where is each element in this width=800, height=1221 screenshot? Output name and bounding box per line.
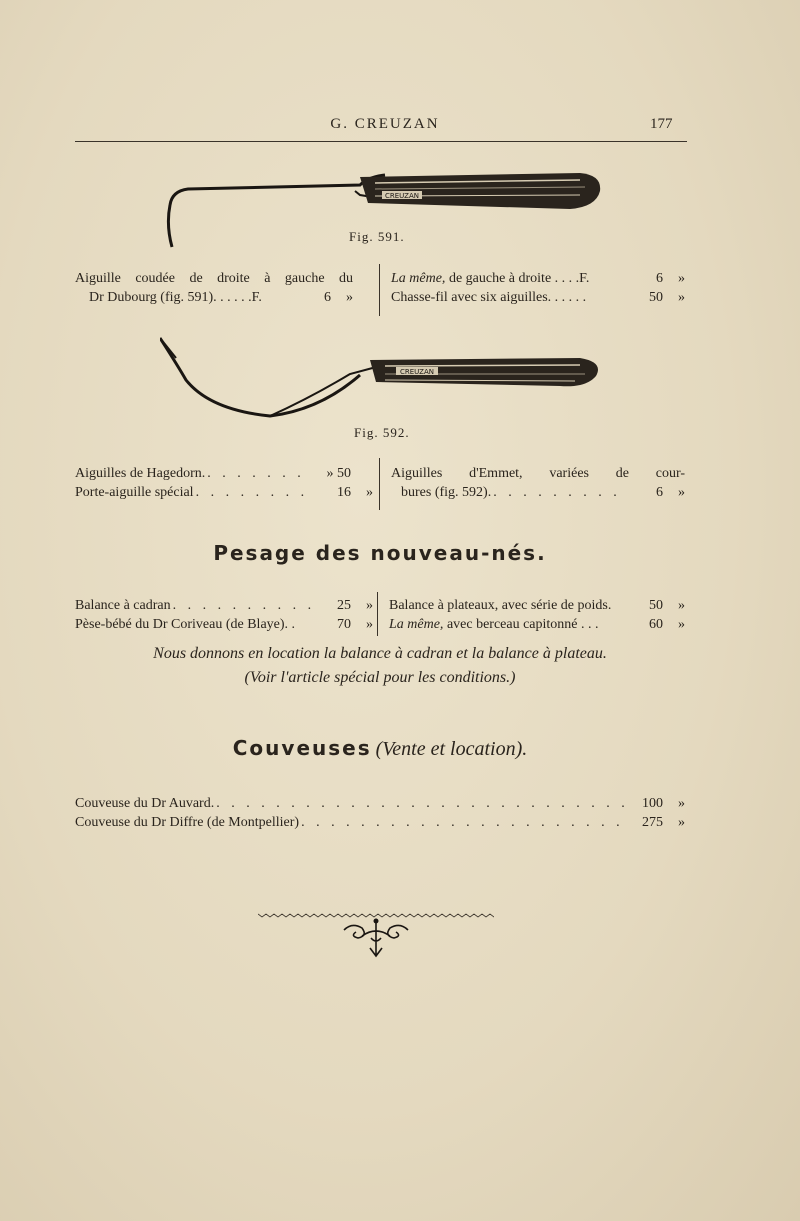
item-label: bures (fig. 592). xyxy=(401,485,492,500)
figure-caption: Fig. 592. xyxy=(354,425,410,440)
item-price: 70 xyxy=(337,617,351,632)
fig591-right-column xyxy=(391,269,685,307)
item-price: 100 xyxy=(642,796,663,811)
item-price: » 50 xyxy=(326,466,351,481)
pesage-right-column xyxy=(389,596,685,634)
item-label: Couveuse du Dr Diffre (de Montpellier) xyxy=(75,815,300,830)
item-price: 50 xyxy=(649,598,663,613)
instrument-stamp: CREUZAN xyxy=(385,192,419,200)
figure-caption: Fig. 591. xyxy=(349,229,405,244)
item-unit: » xyxy=(678,598,685,613)
item-label: Balance à plateaux, avec série de poids. xyxy=(389,598,612,613)
fig592-right-column xyxy=(391,464,685,502)
item-label: Pèse-bébé du Dr Coriveau (de Blaye). . xyxy=(75,617,296,632)
header-rule xyxy=(75,141,687,142)
item-label: Aiguille coudée de droite à gauche du xyxy=(75,271,353,286)
leader-dots xyxy=(214,794,625,813)
column-separator xyxy=(379,458,380,510)
item-price: 6 xyxy=(656,271,663,286)
item-unit: » xyxy=(678,815,685,830)
section-subtitle-couveuses: (Vente et location). xyxy=(375,738,528,760)
curved-needle-illustration xyxy=(160,330,610,425)
item-unit: » xyxy=(366,598,373,613)
item-unit: » xyxy=(678,796,685,811)
item-label: Aiguilles de Hagedorn. xyxy=(75,466,206,481)
item-price: 50 xyxy=(649,290,663,305)
item-unit: » xyxy=(678,485,685,500)
item-unit: » xyxy=(346,290,353,305)
leader-dots xyxy=(171,596,313,615)
section-title-pesage: Pesage des nouveau-nés. xyxy=(213,541,547,565)
item-price: 6 xyxy=(656,485,663,500)
rental-note: Nous donnons en location la balance à cadran et la balance à plateau. xyxy=(153,645,607,662)
leader-dots xyxy=(491,483,625,502)
item-unit: » xyxy=(366,485,373,500)
pesage-left-column xyxy=(75,596,373,634)
item-label: Dr Dubourg (fig. 591). . . . . .F. xyxy=(89,290,262,305)
item-unit: » xyxy=(678,271,685,286)
item-unit xyxy=(351,464,373,483)
item-label: Porte-aiguille spécial xyxy=(75,485,194,500)
column-separator xyxy=(379,264,380,316)
section-heading-couveuses xyxy=(0,736,760,761)
item-unit: » xyxy=(678,290,685,305)
item-label: de gauche à droite . . . .F. xyxy=(445,271,590,286)
section-title-couveuses: Couveuses xyxy=(232,736,372,760)
item-price: 60 xyxy=(649,617,663,632)
item-label: Couveuse du Dr Auvard. xyxy=(75,796,215,811)
item-label: Chasse-fil avec six aiguilles. . . . . . xyxy=(391,290,587,305)
column-separator xyxy=(377,592,378,636)
page-number: 177 xyxy=(650,116,673,132)
item-label-italic: La même, xyxy=(389,617,444,632)
item-label-italic: La même, xyxy=(391,271,446,286)
item-label: avec berceau capitonné . . . xyxy=(443,617,599,632)
item-price: 275 xyxy=(642,815,663,830)
fig592-left-column xyxy=(75,464,373,502)
item-price: 6 xyxy=(324,290,331,305)
item-unit: » xyxy=(678,617,685,632)
rental-note-reference: (Voir l'article spécial pour les conditions.) xyxy=(244,669,516,686)
item-label: Balance à cadran xyxy=(75,598,171,613)
leader-dots xyxy=(194,483,313,502)
leader-dots xyxy=(299,813,625,832)
end-ornament xyxy=(258,908,494,960)
item-label: Aiguilles d'Emmet, variées de cour- xyxy=(391,466,685,481)
fig591-left-column xyxy=(75,269,353,307)
item-price: 25 xyxy=(337,598,351,613)
item-price: 16 xyxy=(337,485,351,500)
instrument-stamp: CREUZAN xyxy=(400,368,434,376)
running-header-author: G. CREUZAN xyxy=(330,116,440,132)
leader-dots xyxy=(205,464,313,483)
item-unit: » xyxy=(366,617,373,632)
couveuses-list xyxy=(75,794,685,832)
